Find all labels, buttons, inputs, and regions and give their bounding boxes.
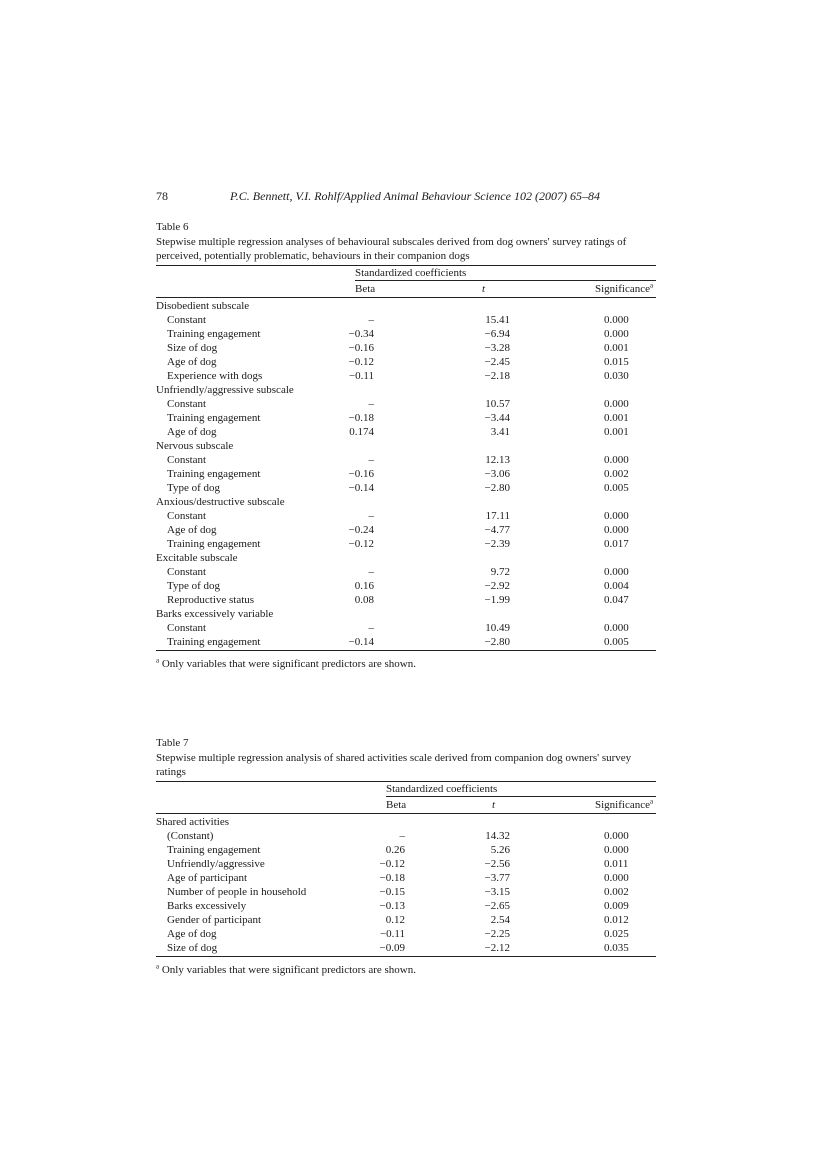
significance-value: 0.000	[604, 524, 629, 536]
t-value: 17.11	[485, 510, 510, 522]
table-group-row	[156, 383, 656, 397]
beta-value: –	[368, 510, 374, 522]
table-caption: Stepwise multiple regression analyses of behavioural subscales derived from dog owners' survey ratings of perceived, potentially problematic, behaviours in their companion dogs	[156, 236, 627, 262]
t-value: −2.39	[484, 538, 510, 550]
table-group-row	[156, 551, 656, 565]
table-row	[156, 509, 656, 523]
t-value: −2.18	[484, 370, 510, 382]
t-value: −2.45	[484, 356, 510, 368]
table-body	[156, 815, 656, 955]
table-row	[156, 635, 656, 649]
row-label: Unfriendly/aggressive	[167, 858, 265, 870]
row-label: Age of participant	[167, 872, 248, 884]
row-label: Reproductive status	[167, 594, 255, 606]
beta-value: −0.11	[379, 928, 405, 940]
row-label: Training engagement	[167, 538, 261, 550]
row-label: Constant	[167, 566, 207, 578]
table-row	[156, 453, 656, 467]
table-row	[156, 941, 656, 955]
table-group-row	[156, 495, 656, 509]
significance-value: 0.001	[604, 412, 629, 424]
significance-value: 0.000	[604, 510, 629, 522]
row-label: Type of dog	[167, 482, 220, 494]
beta-value: –	[368, 314, 374, 326]
row-label: Size of dog	[167, 342, 218, 354]
t-header: t	[482, 283, 486, 295]
beta-value: −0.18	[379, 872, 405, 884]
row-label: Shared activities	[156, 816, 230, 828]
table-row	[156, 927, 656, 941]
column-spanner-row	[156, 266, 656, 280]
table-row	[156, 565, 656, 579]
t-value: −2.25	[484, 928, 510, 940]
t-value: −2.12	[484, 942, 510, 954]
t-value: 2.54	[490, 914, 510, 926]
row-label: Experience with dogs	[167, 370, 263, 382]
row-label: Training engagement	[167, 844, 261, 856]
t-value: −3.28	[484, 342, 510, 354]
significance-value: 0.011	[604, 858, 629, 870]
significance-value: 0.005	[604, 482, 629, 494]
table-row	[156, 579, 656, 593]
bottom-rule	[156, 956, 656, 957]
significance-value: 0.000	[604, 398, 629, 410]
beta-value: 0.26	[385, 844, 405, 856]
t-value: −4.77	[484, 524, 510, 536]
row-label: Disobedient subscale	[156, 300, 250, 312]
significance-header: Significance$^a$	[595, 797, 654, 811]
beta-value: –	[368, 454, 374, 466]
row-label: Constant	[167, 622, 207, 634]
beta-value: −0.18	[348, 412, 374, 424]
row-label: Age of dog	[167, 928, 217, 940]
table-row	[156, 467, 656, 481]
table-row	[156, 537, 656, 551]
beta-value: −0.16	[348, 342, 374, 354]
table-row	[156, 523, 656, 537]
beta-value: −0.16	[348, 468, 374, 480]
table-row	[156, 857, 656, 871]
table-row	[156, 913, 656, 927]
t-header: t	[492, 799, 496, 811]
row-label: Anxious/destructive subscale	[156, 496, 285, 508]
beta-value: –	[368, 622, 374, 634]
significance-value: 0.000	[604, 622, 629, 634]
t-value: −2.80	[484, 636, 510, 648]
table-group-row	[156, 299, 656, 313]
row-label: Unfriendly/aggressive subscale	[156, 384, 294, 396]
t-value: −1.99	[484, 594, 510, 606]
significance-value: 0.012	[604, 914, 629, 926]
significance-value: 0.000	[604, 328, 629, 340]
table-group-row	[156, 815, 656, 829]
t-value: 12.13	[485, 454, 510, 466]
table-row	[156, 829, 656, 843]
column-header-row	[156, 281, 656, 297]
significance-header: Significance$^a$	[595, 281, 654, 295]
t-value: −2.56	[484, 858, 510, 870]
beta-value: −0.09	[379, 942, 405, 954]
column-spanner-row	[156, 782, 656, 796]
table-row	[156, 899, 656, 913]
significance-value: 0.001	[604, 342, 629, 354]
significance-value: 0.002	[604, 886, 629, 898]
table-row	[156, 355, 656, 369]
significance-value: 0.004	[604, 580, 629, 592]
row-label: Nervous subscale	[156, 440, 234, 452]
table-row	[156, 871, 656, 885]
t-value: −2.80	[484, 482, 510, 494]
significance-value: 0.000	[604, 830, 629, 842]
table-body	[156, 299, 656, 649]
table-row	[156, 481, 656, 495]
beta-value: −0.15	[379, 886, 405, 898]
table-footnote: $^a$ Only variables that were significant predictors are shown.	[156, 962, 416, 976]
row-label: Training engagement	[167, 412, 261, 424]
t-value: 3.41	[490, 426, 510, 438]
significance-value: 0.000	[604, 566, 629, 578]
significance-value: 0.005	[604, 636, 629, 648]
beta-value: −0.14	[348, 482, 374, 494]
row-label: Training engagement	[167, 636, 261, 648]
beta-value: −0.12	[348, 538, 374, 550]
table-caption: Stepwise multiple regression analysis of shared activities scale derived from companion dog owners' survey ratings	[156, 752, 632, 778]
row-label: Constant	[167, 398, 207, 410]
table-row	[156, 593, 656, 607]
row-label: Constant	[167, 454, 207, 466]
significance-value: 0.000	[604, 844, 629, 856]
table-group-row	[156, 439, 656, 453]
t-value: 14.32	[485, 830, 510, 842]
significance-value: 0.000	[604, 872, 629, 884]
significance-value: 0.000	[604, 454, 629, 466]
table-7	[156, 736, 656, 977]
table-row	[156, 411, 656, 425]
row-label: Number of people in household	[167, 886, 307, 898]
running-head: P.C. Bennett, V.I. Rohlf/Applied Animal Behaviour Science 102 (2007) 65–84	[230, 189, 600, 203]
spanner-label: Standardized coefficients	[355, 267, 467, 279]
significance-value: 0.001	[604, 426, 629, 438]
table-row	[156, 327, 656, 341]
row-label: Age of dog	[167, 356, 217, 368]
significance-value: 0.000	[604, 314, 629, 326]
table-row	[156, 843, 656, 857]
beta-value: −0.12	[348, 356, 374, 368]
table-row	[156, 425, 656, 439]
row-label: Training engagement	[167, 468, 261, 480]
header-rule	[156, 297, 656, 298]
row-label: Age of dog	[167, 524, 217, 536]
page-number: 78	[156, 189, 168, 203]
table-row	[156, 341, 656, 355]
beta-value: 0.16	[354, 580, 374, 592]
t-value: 15.41	[485, 314, 510, 326]
row-label: Age of dog	[167, 426, 217, 438]
t-value: 10.49	[485, 622, 510, 634]
beta-value: 0.174	[349, 426, 374, 438]
beta-value: −0.13	[379, 900, 405, 912]
beta-value: –	[399, 830, 405, 842]
beta-value: –	[368, 398, 374, 410]
beta-value: −0.12	[379, 858, 405, 870]
table-row	[156, 369, 656, 383]
table-label: Table 7	[156, 737, 189, 749]
table-label: Table 6	[156, 221, 189, 233]
row-label: Type of dog	[167, 580, 220, 592]
significance-value: 0.047	[604, 594, 629, 606]
beta-value: 0.12	[385, 914, 405, 926]
row-label: Barks excessively	[167, 900, 247, 912]
t-value: 5.26	[490, 844, 510, 856]
significance-value: 0.035	[604, 942, 629, 954]
spanner-label: Standardized coefficients	[386, 783, 498, 795]
beta-value: −0.14	[348, 636, 374, 648]
table-group-row	[156, 607, 656, 621]
significance-value: 0.015	[604, 356, 629, 368]
beta-value: −0.34	[348, 328, 374, 340]
t-value: −3.15	[484, 886, 510, 898]
row-label: Gender of participant	[167, 914, 262, 926]
beta-value: −0.11	[348, 370, 374, 382]
significance-value: 0.009	[604, 900, 629, 912]
row-label: Barks excessively variable	[156, 608, 274, 620]
row-label: Excitable subscale	[156, 552, 238, 564]
beta-header: Beta	[386, 799, 407, 811]
t-value: 9.72	[490, 566, 510, 578]
beta-value: –	[368, 566, 374, 578]
beta-value: −0.24	[348, 524, 374, 536]
table-row	[156, 621, 656, 635]
t-value: −3.06	[484, 468, 510, 480]
significance-value: 0.030	[604, 370, 629, 382]
significance-value: 0.002	[604, 468, 629, 480]
bottom-rule	[156, 650, 656, 651]
row-label: Size of dog	[167, 942, 218, 954]
column-header-row	[156, 797, 656, 813]
table-row	[156, 885, 656, 899]
t-value: −3.44	[484, 412, 510, 424]
significance-value: 0.025	[604, 928, 629, 940]
row-label: (Constant)	[167, 830, 214, 842]
header-rule	[156, 813, 656, 814]
table-row	[156, 313, 656, 327]
beta-value: 0.08	[354, 594, 374, 606]
table-6	[156, 220, 656, 671]
significance-value: 0.017	[604, 538, 629, 550]
beta-header: Beta	[355, 283, 376, 295]
row-label: Training engagement	[167, 328, 261, 340]
t-value: −2.65	[484, 900, 510, 912]
t-value: −3.77	[484, 872, 510, 884]
row-label: Constant	[167, 510, 207, 522]
table-footnote: $^a$ Only variables that were significant predictors are shown.	[156, 656, 416, 670]
t-value: −2.92	[484, 580, 510, 592]
table-row	[156, 397, 656, 411]
t-value: −6.94	[484, 328, 510, 340]
t-value: 10.57	[485, 398, 510, 410]
row-label: Constant	[167, 314, 207, 326]
